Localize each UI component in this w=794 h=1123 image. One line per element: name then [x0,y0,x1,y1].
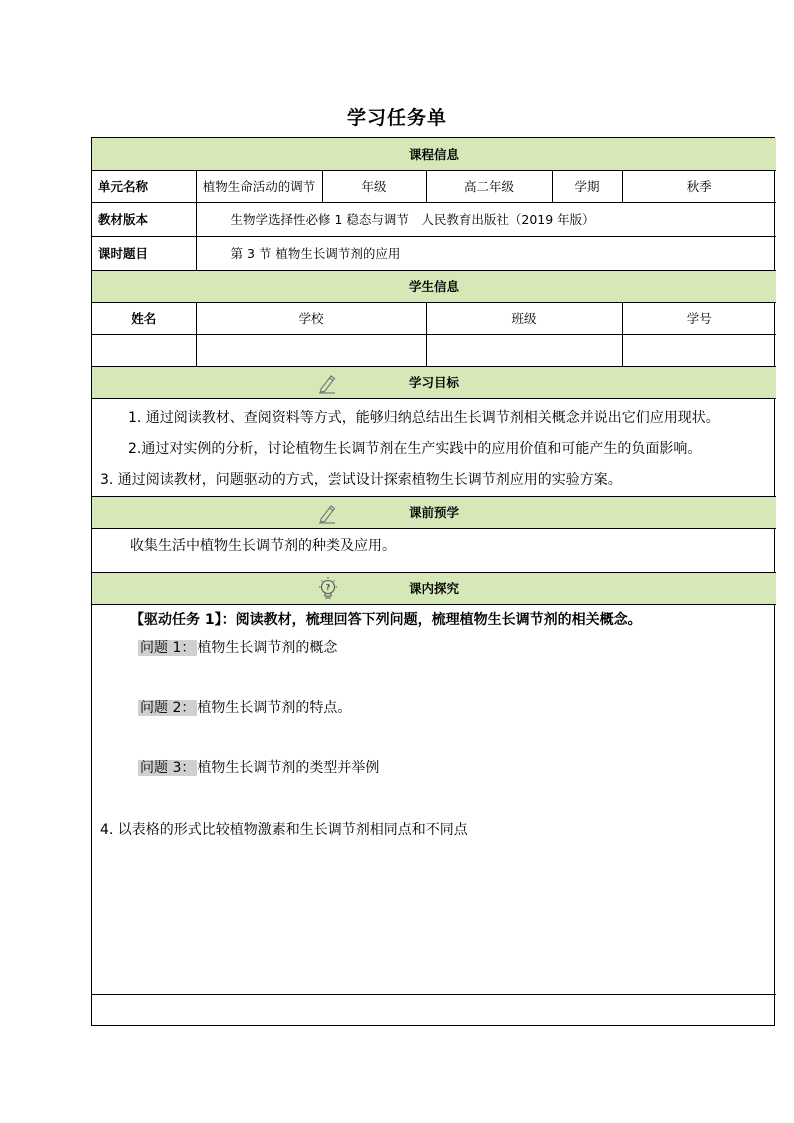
lesson-value: 第 3 节 植物生长调节剂的应用 [196,236,776,270]
term-label: 学期 [552,170,622,202]
inquiry-title: 课内探究 [409,581,460,596]
unit-label: 单元名称 [92,170,196,202]
term-value: 秋季 [622,170,776,202]
goal-item: 2.通过对实例的分析，讨论植物生长调节剂在生产实践中的应用价值和可能产生的负面影响。 [128,440,702,457]
class-label: 班级 [426,302,622,334]
preview-header [92,496,776,528]
grade-value: 高二年级 [426,170,552,202]
preview-text: 收集生活中植物生长调节剂的种类及应用。 [92,528,776,572]
grade-label: 年级 [322,170,426,202]
document-title: 学习任务单 [346,107,447,129]
task-table [92,138,776,995]
question-text: 植物生长调节剂的特点。 [197,699,352,716]
unit-value: 植物生命活动的调节 [196,170,322,202]
name-label: 姓名 [92,302,196,334]
goal-item: 1. 通过阅读教材、查阅资料等方式，能够归纳总结出生长调节剂相关概念并说出它们应用现状。 [128,409,720,426]
question-text: 植物生长调节剂的类型并举例 [197,759,380,776]
question-tag: 问题 3： [140,759,196,776]
lightbulb-question-icon [316,576,340,605]
goals-header [92,366,776,398]
textbook-value: 生物学选择性必修 1 稳态与调节 人民教育出版社（2019 年版） [196,202,776,236]
question-tag: 问题 2： [140,699,196,716]
school-field[interactable] [196,334,426,366]
school-label: 学校 [196,302,426,334]
student-info-header: 学生信息 [92,270,776,302]
question-1 [138,637,768,657]
name-field[interactable] [92,334,196,366]
id-label: 学号 [622,302,776,334]
question-tag: 问题 1： [140,639,196,656]
question-text: 植物生长调节剂的概念 [197,639,338,656]
goals-body [92,398,776,496]
inquiry-header [92,572,776,604]
lesson-label: 课时题目 [92,236,196,270]
item-4: 4. 以表格的形式比较植物激素和生长调节剂相同点和不同点 [100,821,468,838]
id-field[interactable] [622,334,776,366]
driving-task-1: 【驱动任务 1】：阅读教材，梳理回答下列问题，梳理植物生长调节剂的相关概念。 [130,611,642,628]
textbook-label: 教材版本 [92,202,196,236]
pencil-icon [316,502,338,527]
preview-title: 课前预学 [409,505,460,520]
course-info-header: 课程信息 [92,138,776,170]
goals-title: 学习目标 [409,375,460,390]
goal-item: 3. 通过阅读教材，问题驱动的方式，尝试设计探索植物生长调节剂应用的实验方案。 [100,471,622,488]
class-field[interactable] [426,334,622,366]
inquiry-body [92,604,776,994]
task-sheet [91,137,775,1026]
question-2 [138,697,768,717]
pencil-icon [316,372,338,397]
question-3 [138,757,768,777]
svg-text:?: ? [325,582,331,592]
